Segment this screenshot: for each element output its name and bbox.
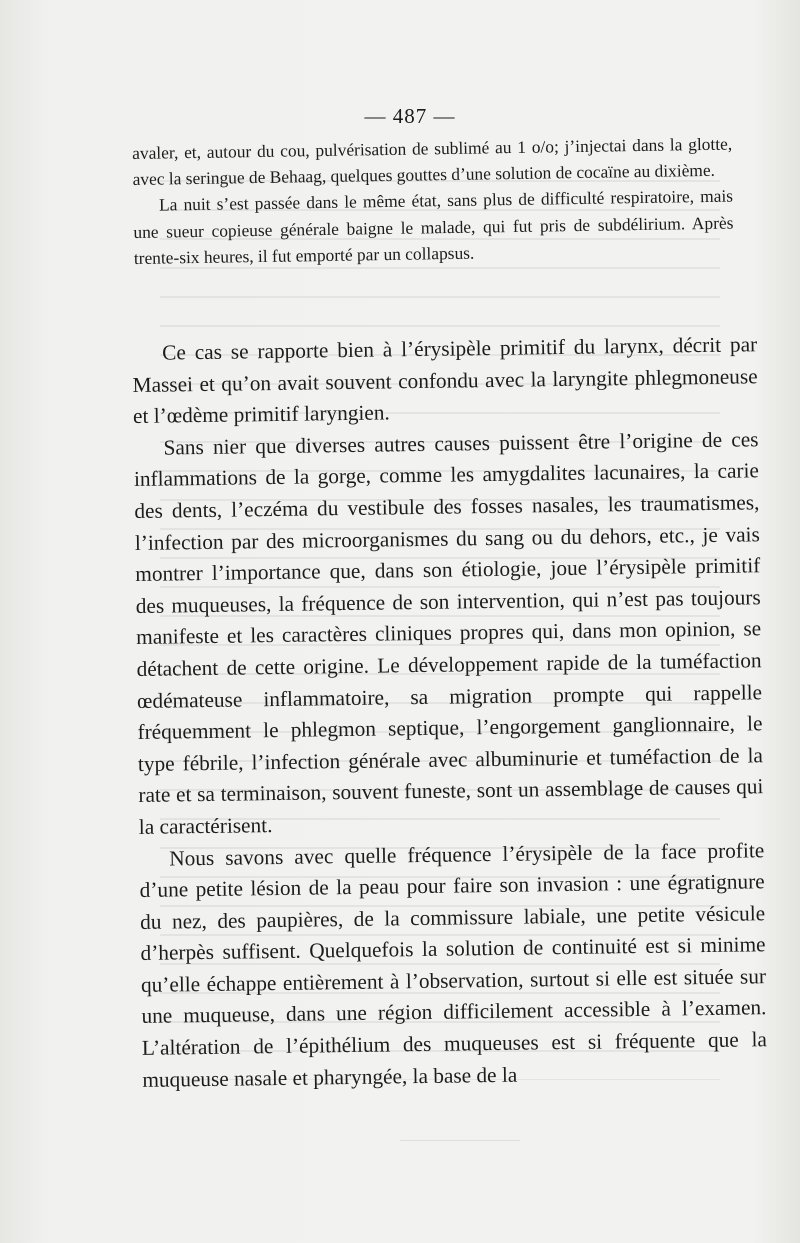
case-paragraph: avaler, et, autour du cou, pulvérisation de sublimé au 1 o/o; j’injectai dans la glotte, avec la seringue de Behaag, quelques gouttes d’une solution de cocaïne au dixième. — [132, 133, 733, 190]
bleed-through-rule — [400, 1140, 520, 1141]
body-paragraph: Ce cas se rapporte bien à l’érysipèle primitif du larynx, décrit par Massei et qu’on avait souvent confondu avec la laryngite phlegmoneuse et l’œdème primitif laryngien. — [132, 332, 758, 429]
main-body-text — [132, 329, 768, 1096]
case-report-text — [132, 131, 734, 271]
body-paragraph: Nous savons avec quelle fréquence l’érysipèle de la face profite d’une petite lésion de la peau pour faire son invasion : une égratignure du nez, des paupières, de la commissure labiale, une petite vésicule d’herpès suffisent. Quelquefois la solution de continuité est si minime qu’elle échappe entièrement à l’observation, surtout si elle est située sur une muqueuse, dans une région difficilement accessible à l’examen. L’altération de l’épithélium des muqueuses est si fréquente que la muqueuse nasale et pharyngée, la base de la — [139, 837, 768, 1092]
body-paragraph: Sans nier que diverses autres causes puissent être l’origine de ces inflammations de la gorge, comme les amygdalites lacunaires, la carie des dents, l’eczéma du vestibule des fosses nasales, les traumatismes, l’infection par des microorganismes du sang ou du dehors, etc., je vais montrer l’importance que, dans son étiologie, joue l’érysipèle primitif des muqueuses, la fréquence de son intervention, qui n’est pas toujours manifeste et les caractères cliniques propres qui, dans mon opinion, se détachent de cette origine. Le développement rapide de la tuméfaction œdémateuse inflammatoire, sa migration prompte qui rappelle fréquemment le phlegmon septique, l’engorgement ganglionnaire, le type fébrile, l’infection générale avec albuminurie et tuméfaction de la rate et sa terminaison, souvent funeste, sont un assemblage de causes qui la caractérisent. — [133, 427, 764, 839]
case-paragraph: La nuit s’est passée dans le même état, sans plus de difficulté respiratoire, mais une sueur copieuse générale baigne le malade, qui fut pris de subdélirium. Après trente-six heures, il fut emporté par un collapsus. — [133, 185, 734, 268]
page-number: — 487 — — [364, 104, 456, 128]
